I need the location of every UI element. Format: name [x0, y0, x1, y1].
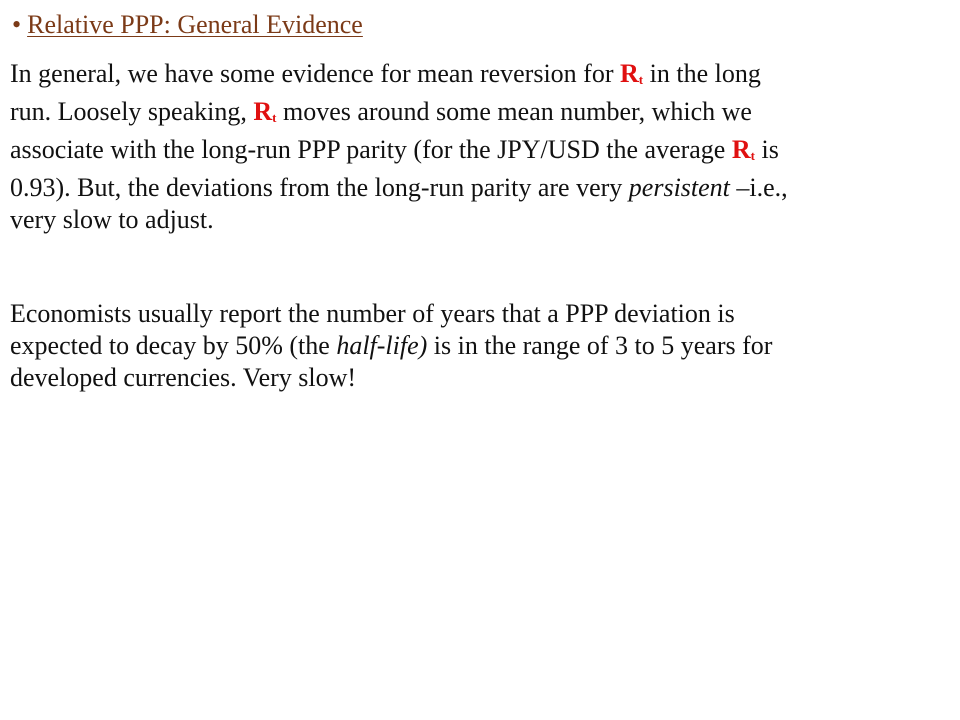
emphasis-half-life: half-life) — [336, 331, 428, 360]
paragraph-line: expected to decay by 50% (the half-life) is in the range of 3 to 5 years for — [10, 331, 773, 360]
paragraph-half-life — [10, 298, 950, 394]
paragraph-line: run. Loosely speaking, $R_t$ moves around some mean number, which we — [10, 97, 752, 126]
r-t-symbol: $R_t$ — [253, 97, 277, 126]
paragraph-line: In general, we have some evidence for mean reversion for $R_t$ in the long — [10, 59, 761, 88]
r-t-symbol: $R_t$ — [620, 59, 644, 88]
slide-heading — [12, 8, 363, 42]
heading-text: Relative PPP: General Evidence — [27, 10, 363, 39]
bullet-icon: • — [12, 10, 22, 39]
paragraph-line: associate with the long-run PPP parity (for the JPY/USD the average $R_t$ is — [10, 135, 779, 164]
paragraph-line: very slow to adjust. — [10, 205, 214, 234]
r-t-symbol: $R_t$ — [731, 135, 755, 164]
emphasis-persistent: persistent — [628, 173, 730, 202]
paragraph-line: Economists usually report the number of years that a PPP deviation is — [10, 299, 735, 328]
paragraph-mean-reversion — [10, 58, 950, 236]
paragraph-line: 0.93). But, the deviations from the long-run parity are very persistent –i.e., — [10, 173, 788, 202]
paragraph-line: developed currencies. Very slow! — [10, 363, 357, 392]
